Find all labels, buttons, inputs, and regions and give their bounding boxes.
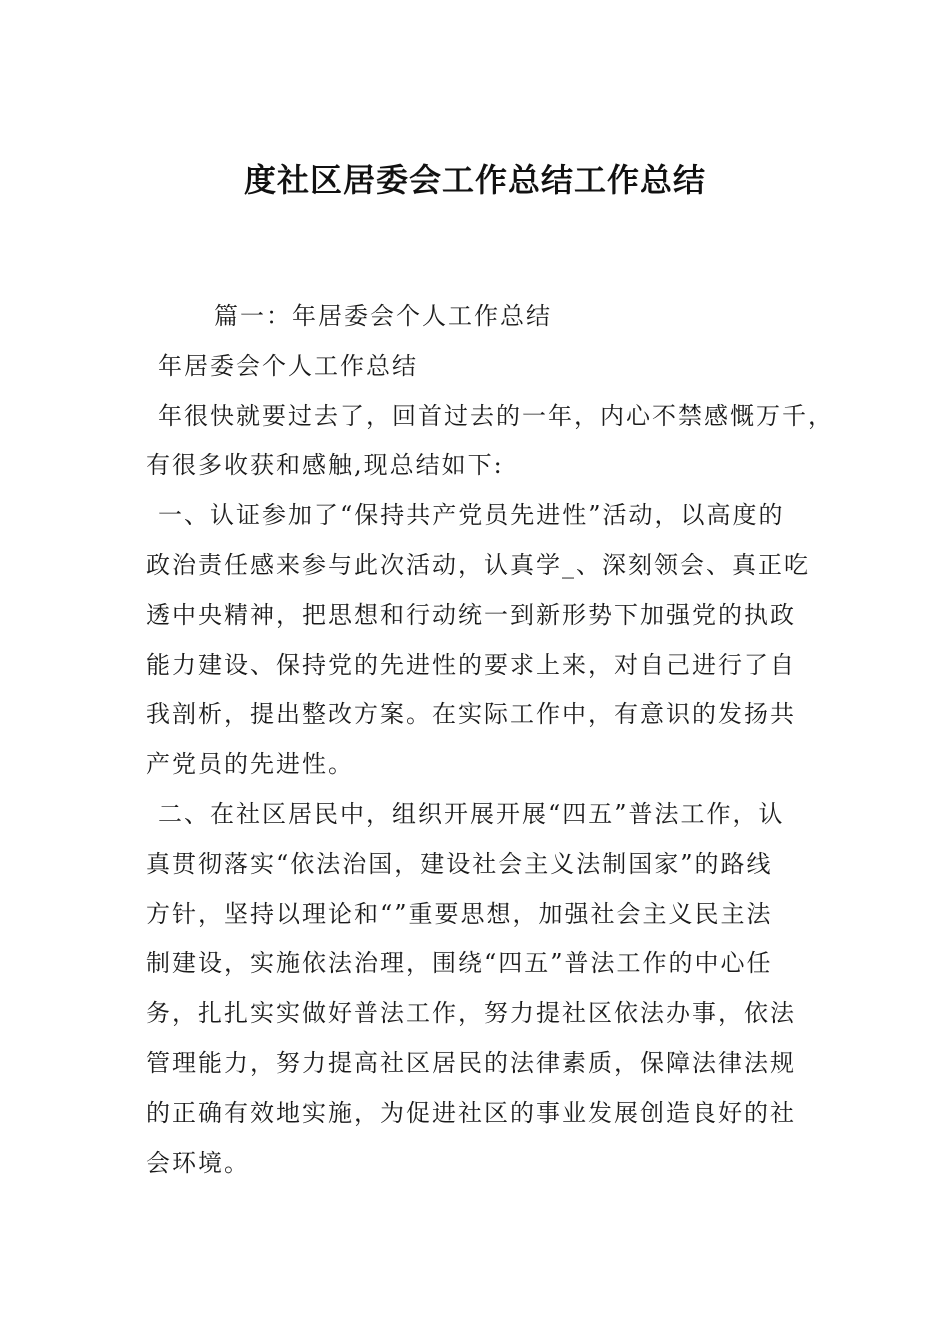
paragraph-line: 真贯彻落实“依法治国，建设社会主义法制国家”的路线	[146, 849, 773, 878]
document-title: 度社区居委会工作总结工作总结	[243, 161, 706, 199]
paragraph-line: 产党员的先进性。	[146, 750, 354, 779]
paragraph-line: 方针，坚持以理论和“”重要思想，加强社会主义民主法	[146, 899, 773, 928]
paragraph-line: 制建设，实施依法治理，围绕“四五”普法工作的中心任	[146, 949, 773, 978]
paragraph-line: 年很快就要过去了，回首过去的一年，内心不禁感慨万千，	[158, 401, 834, 430]
paragraph-line: 二、在社区居民中，组织开展开展“四五”普法工作，认	[158, 799, 785, 828]
paragraph-line: 务，扎扎实实做好普法工作，努力提社区依法办事，依法	[146, 999, 796, 1028]
section-two-paragraph	[146, 790, 826, 1188]
intro-paragraph	[146, 392, 834, 492]
paragraph-line: 一、认证参加了“保持共产党员先进性”活动，以高度的	[158, 501, 785, 530]
paragraph-line: 管理能力，努力提高社区居民的法律素质，保障法律法规	[146, 1048, 796, 1077]
paragraph-line: 政治责任感来参与此次活动，认真学_、深刻领会、真正吃	[146, 550, 810, 579]
paragraph-line: 能力建设、保持党的先进性的要求上来，对自己进行了自	[146, 650, 796, 679]
section-one-paragraph	[146, 491, 826, 790]
section-subheading: 年居委会个人工作总结	[158, 351, 418, 380]
section-heading: 篇一：年居委会个人工作总结	[214, 302, 552, 330]
paragraph-line: 会环境。	[146, 1148, 250, 1177]
paragraph-line: 有很多收获和感触,现总结如下:	[146, 451, 504, 480]
document-body	[146, 292, 834, 1188]
paragraph-line: 的正确有效地实施，为促进社区的事业发展创造良好的社	[146, 1098, 796, 1127]
paragraph-line: 透中央精神，把思想和行动统一到新形势下加强党的执政	[146, 600, 796, 629]
paragraph-line: 我剖析，提出整改方案。在实际工作中，有意识的发扬共	[146, 700, 796, 729]
